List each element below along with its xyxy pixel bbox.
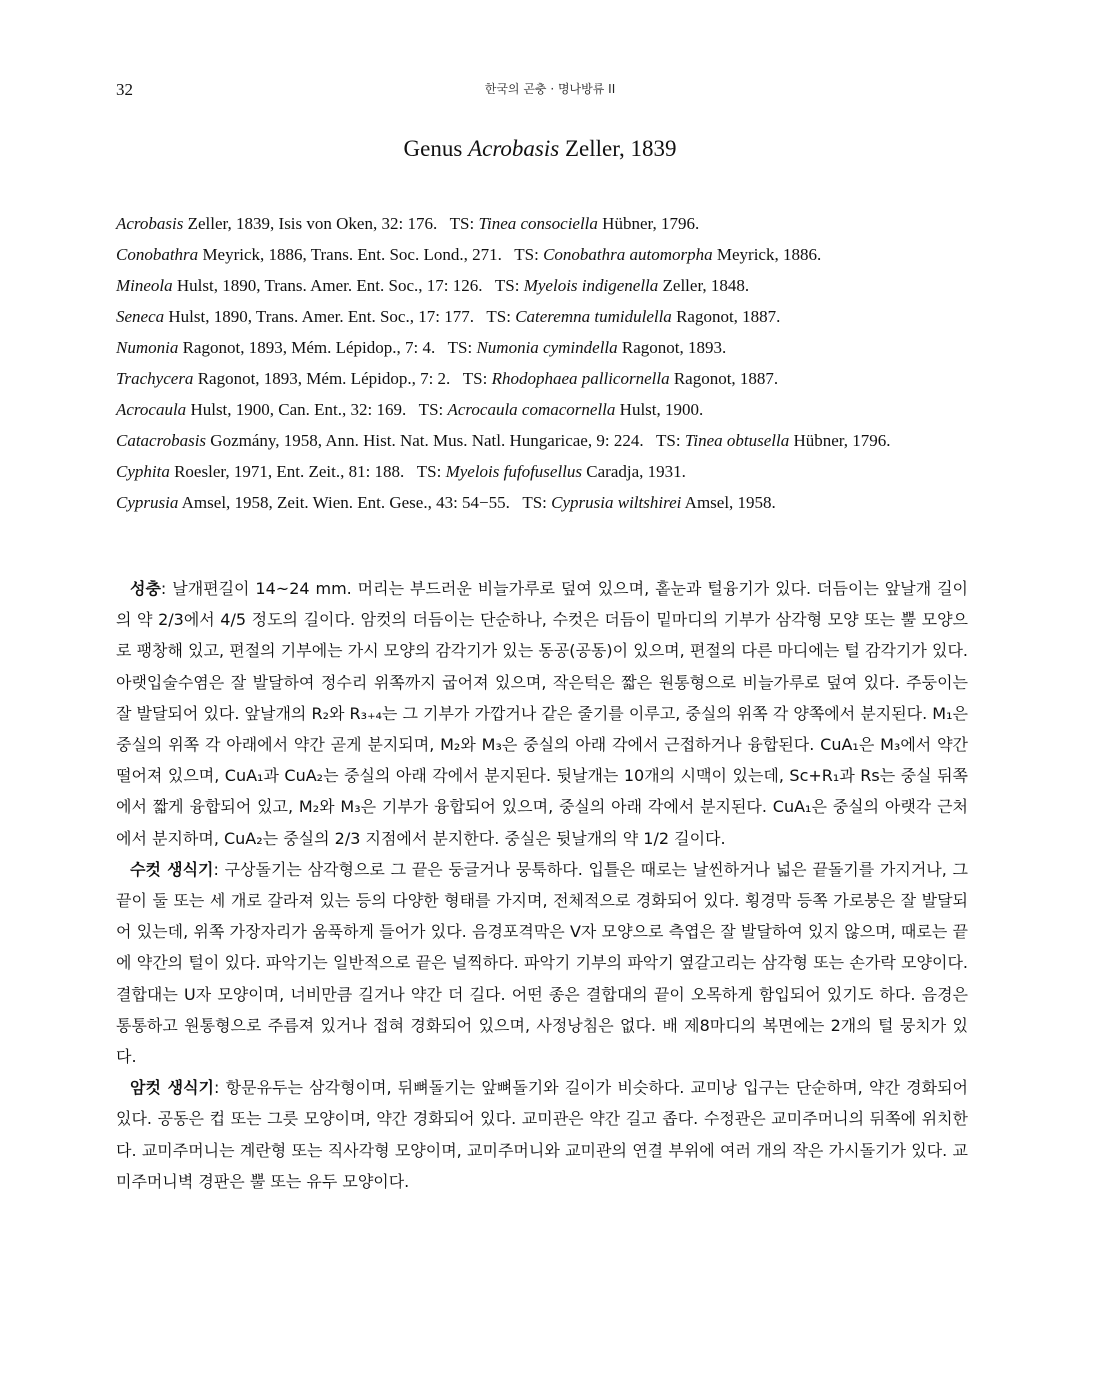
- section-text: : 구상돌기는 삼각형으로 그 끝은 둥글거나 뭉툭하다. 입틀은 때로는 날씬하거나 넓은 끝돌기를 가지거나, 그 끝이 둘 또는 세 개로 갈라져 있는 등의 다양한 형태를 가지며, 전체적으로 경화되어 있다. 횡경막 등쪽 가로붕은 잘 발달되어 있는데, 위쪽 가장자리가 움푹하게 들어가 있다. 음경포격막은 V자 모양으로 측엽은 잘 발달하여 있지 않으며, 때로는 끝에 약간의 털이 있다. 파악기는 일반적으로 끝은 널찍하다. 파악기 기부의 파악기 옆갈고리는 삼각형 또는 손가락 모양이다. 결합대는 U자 모양이며, 너비만큼 길거나 약간 더 길다. 어떤 종은 결합대의 끝이 오목하게 함입되어 있기도 하다. 음경은 통통하고 원통형으로 주름져 있거나 접혀 경화되어 있으며, 사정낭침은 없다. 배 제8마디의 복면에는 2개의 털 뭉치가 있다.: [116, 859, 968, 1067]
- section-heading: 수컷 생식기: [130, 859, 214, 879]
- synonym-type-species: Cateremna tumidulella: [515, 307, 672, 326]
- synonym-genus-name: Conobathra: [116, 245, 199, 264]
- synonym-genus-name: Cyphita: [116, 462, 170, 481]
- synonym-entry: [116, 363, 968, 394]
- synonym-entry: [116, 270, 968, 301]
- page-number: 32: [116, 80, 133, 99]
- synonym-type-species: Myelois fufofusellus: [445, 462, 583, 481]
- synonym-citation: Ragonot, 1893, Mém. Lépidop., 7: 2. TS:: [193, 369, 492, 388]
- synonym-type-author: Zeller, 1848.: [658, 276, 750, 295]
- synonym-type-author: Ragonot, 1893.: [617, 338, 727, 357]
- synonym-genus-name: Seneca: [116, 307, 165, 326]
- synonym-entry: [116, 425, 968, 456]
- genus-title-name: Acrobasis: [468, 136, 560, 161]
- synonym-genus-name: Mineola: [116, 276, 173, 295]
- section-text: : 날개편길이 14~24 mm. 머리는 부드러운 비늘가루로 덮여 있으며, 홑눈과 털융기가 있다. 더듬이는 앞날개 길이의 약 2/3에서 4/5 정도의 길이다. 암컷의 더듬이는 단순하나, 수컷은 더듬이 밑마디의 기부가 삼각형 모양 또는 뿔 모양으로 팽창해 있고, 편절의 기부에는 가시 모양의 감각기가 있는 동공(공동)이 있으며, 편절의 다른 마디에는 털 감각기가 있다. 아랫입술수염은 잘 발달하여 정수리 위쪽까지 굽어져 있으며, 작은턱은 짧은 원통형으로 비늘가루로 덮여 있다. 주둥이는 잘 발달되어 있다. 앞날개의 R₂와 R₃₊₄는 그 기부가 가깝거나 같은 줄기를 이루고, 중실의 위쪽 각 양쪽에서 분지된다. M₁은 중실의 위쪽 각 아래에서 약간 곧게 분지되며, M₂와 M₃은 중실의 아래 각에서 근접하거나 융합된다. CuA₁은 M₃에서 약간 떨어져 있으며, CuA₁과 CuA₂는 중실의 아래 각에서 분지된다. 뒷날개는 10개의 시맥이 있는데, Sc+R₁과 Rs는 중실 뒤쪽에서 짧게 융합되어 있고, M₂와 M₃은 기부가 융합되어 있으며, 중실의 아래 각에서 분지된다. CuA₁은 중실의 아랫각 근처에서 분지하며, CuA₂는 중실의 2/3 지점에서 분지한다. 중실은 뒷날개의 약 1/2 길이다.: [116, 579, 968, 848]
- genus-title-prefix: Genus: [403, 136, 469, 161]
- section-heading: 성충: [130, 579, 161, 598]
- synonym-citation: Hulst, 1890, Trans. Amer. Ent. Soc., 17: 126. TS:: [172, 276, 524, 295]
- synonym-genus-name: Acrobasis: [116, 214, 184, 233]
- synonym-entry: [116, 487, 968, 518]
- section-text: : 항문유두는 삼각형이며, 뒤뼈돌기는 앞뼈돌기와 길이가 비슷하다. 교미낭 입구는 단순하며, 약간 경화되어 있다. 공동은 컵 또는 그릇 모양이며, 약간 경화되어 있다. 교미관은 약간 길고 좁다. 수정관은 교미주머니의 뒤쪽에 위치한다. 교미주머니는 계란형 또는 직사각형 모양이며, 교미주머니와 교미관의 연결 부위에 여러 개의 작은 가시돌기가 있다. 교미주머니벽 경판은 뿔 또는 유두 모양이다.: [116, 1078, 968, 1191]
- synonym-type-author: Amsel, 1958.: [681, 493, 776, 512]
- synonym-type-author: Ragonot, 1887.: [671, 307, 781, 326]
- synonym-type-species: Cyprusia wiltshirei: [551, 493, 682, 512]
- synonym-entry: [116, 456, 968, 487]
- synonym-genus-name: Trachycera: [116, 369, 194, 388]
- synonym-entry: [116, 332, 968, 363]
- synonym-entry: [116, 394, 968, 425]
- synonym-citation: Roesler, 1971, Ent. Zeit., 81: 188. TS:: [169, 462, 446, 481]
- synonym-type-species: Conobathra automorpha: [543, 245, 713, 264]
- genus-title: [0, 136, 1080, 162]
- synonym-genus-name: Numonia: [116, 338, 179, 357]
- synonym-type-species: Rhodophaea pallicornella: [491, 369, 670, 388]
- synonym-type-species: Tinea consociella: [478, 214, 598, 233]
- synonym-genus-name: Cyprusia: [116, 493, 179, 512]
- running-header: 한국의 곤충 · 명나방류 II: [484, 82, 616, 96]
- synonym-genus-name: Catacrobasis: [116, 431, 207, 450]
- synonym-type-author: Hübner, 1796.: [597, 214, 700, 233]
- synonym-list: [116, 208, 968, 518]
- synonym-citation: Meyrick, 1886, Trans. Ent. Soc. Lond., 271. TS:: [198, 245, 544, 264]
- synonym-citation: Hulst, 1890, Trans. Amer. Ent. Soc., 17: 177. TS:: [164, 307, 516, 326]
- synonym-type-author: Caradja, 1931.: [582, 462, 686, 481]
- genus-title-author: Zeller, 1839: [559, 136, 677, 161]
- synonym-entry: [116, 239, 968, 270]
- section-heading: 암컷 생식기: [130, 1078, 215, 1098]
- synonym-type-species: Tinea obtusella: [684, 431, 790, 450]
- synonym-entry: [116, 208, 968, 239]
- description-paragraph: [116, 854, 968, 1072]
- synonym-citation: Amsel, 1958, Zeit. Wien. Ent. Gese., 43: 54−55. TS:: [178, 493, 552, 512]
- synonym-citation: Zeller, 1839, Isis von Oken, 32: 176. TS:: [183, 214, 479, 233]
- synonym-citation: Ragonot, 1893, Mém. Lépidop., 7: 4. TS:: [178, 338, 477, 357]
- synonym-type-species: Numonia cymindella: [476, 338, 618, 357]
- synonym-type-author: Hulst, 1900.: [615, 400, 704, 419]
- description-paragraph: [116, 573, 968, 854]
- synonym-type-author: Hübner, 1796.: [789, 431, 891, 450]
- synonym-type-author: Meyrick, 1886.: [712, 245, 822, 264]
- synonym-type-species: Acrocaula comacornella: [447, 400, 616, 419]
- description-paragraph: [116, 1072, 968, 1197]
- synonym-genus-name: Acrocaula: [116, 400, 187, 419]
- synonym-entry: [116, 301, 968, 332]
- synonym-citation: Gozmány, 1958, Ann. Hist. Nat. Mus. Natl. Hungaricae, 9: 224. TS:: [206, 431, 685, 450]
- synonym-type-author: Ragonot, 1887.: [669, 369, 779, 388]
- description-body: [116, 573, 968, 1197]
- synonym-type-species: Myelois indigenella: [523, 276, 659, 295]
- synonym-citation: Hulst, 1900, Can. Ent., 32: 169. TS:: [186, 400, 448, 419]
